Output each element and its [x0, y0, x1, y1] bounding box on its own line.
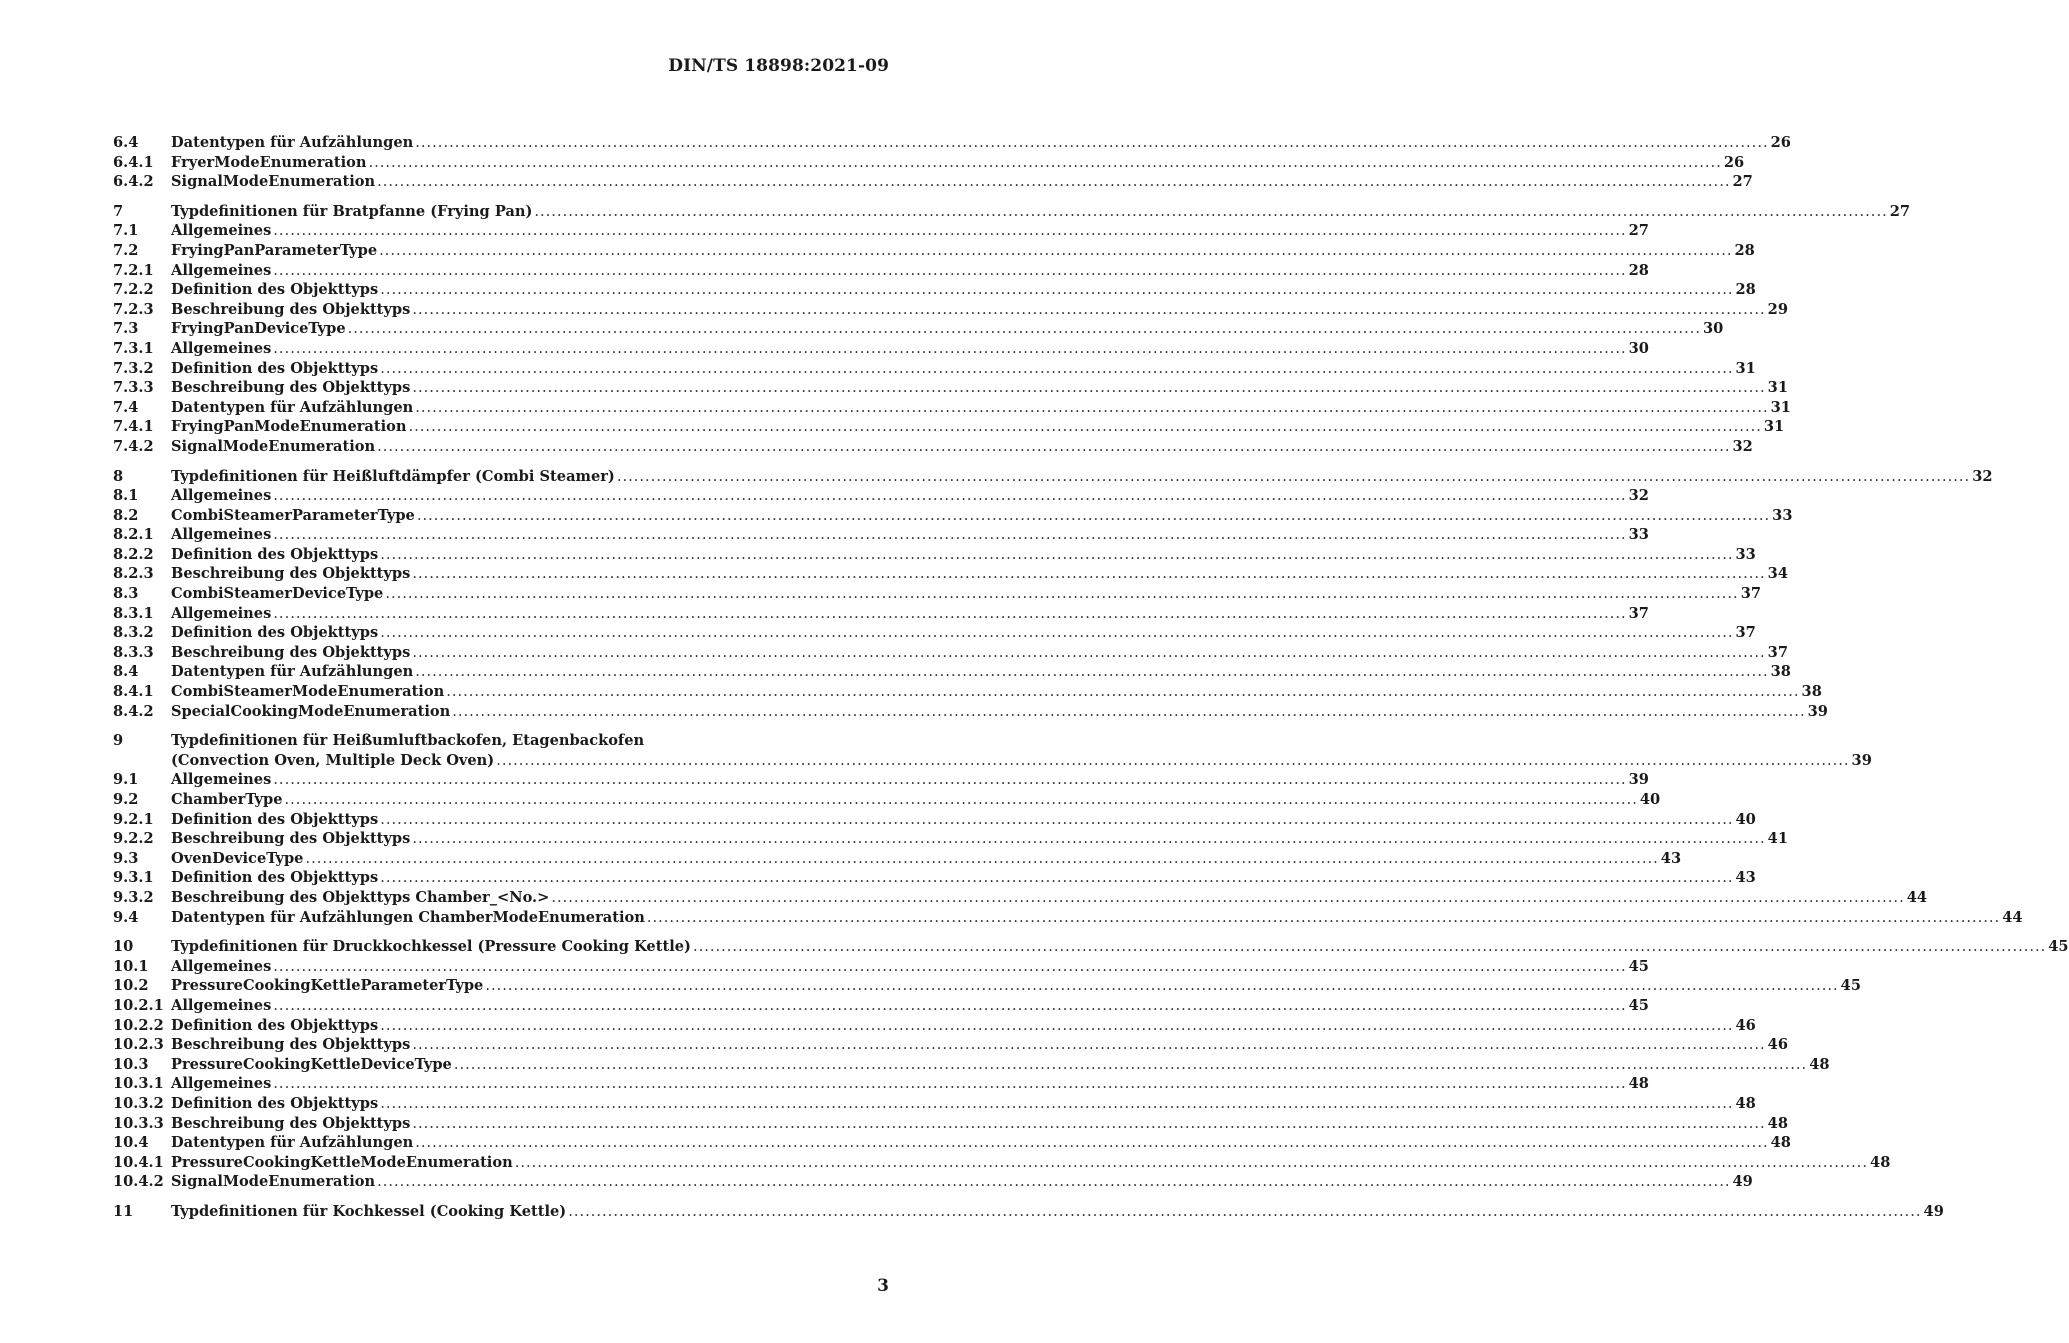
toc-entry[interactable]	[113, 957, 1649, 977]
toc-entry-number: 6.4.2	[113, 173, 154, 191]
toc-entry[interactable]	[113, 525, 1649, 545]
toc-leader-dots	[377, 1172, 1730, 1192]
toc-leader-dots	[409, 417, 1762, 437]
toc-entry-page: 33	[1628, 526, 1649, 544]
toc-entry-page: 38	[1770, 663, 1791, 681]
toc-leader-dots	[415, 662, 1768, 682]
toc-entry-page: 32	[1628, 487, 1649, 505]
toc-entry-page: 34	[1767, 565, 1788, 583]
toc-entry-title: Allgemeines	[171, 957, 272, 975]
toc-entry[interactable]	[113, 702, 1828, 722]
toc-group	[113, 731, 2023, 927]
toc-entry[interactable]	[113, 133, 1791, 153]
toc-entry-title: Datentypen für Aufzählungen	[171, 398, 414, 416]
toc-entry[interactable]	[113, 584, 1761, 604]
toc-entry-number: 9	[113, 732, 124, 750]
toc-entry[interactable]	[113, 319, 1724, 339]
toc-entry-title: Typdefinitionen für Kochkessel (Cooking Kettle)	[171, 1202, 567, 1220]
toc-entry[interactable]	[113, 1114, 1788, 1134]
toc-entry-number: 9.3.1	[113, 869, 154, 887]
toc-entry-page: 38	[1801, 683, 1822, 701]
toc-leader-dots	[415, 1133, 1768, 1153]
toc-entry-page: 26	[1770, 134, 1791, 151]
toc-entry-page: 45	[1628, 957, 1649, 975]
toc-entry[interactable]	[113, 829, 1788, 849]
toc-leader-dots	[273, 221, 1626, 241]
toc-entry-number: 9.2	[113, 791, 139, 808]
toc-entry-page: 33	[1772, 506, 1793, 524]
toc-leader-dots	[348, 319, 1701, 339]
toc-leader-dots	[568, 1202, 1921, 1222]
toc-entry[interactable]	[113, 467, 1993, 487]
toc-entry-number: 7.2.2	[113, 281, 154, 299]
toc-entry-number: 9.2.2	[113, 830, 154, 848]
toc-entry-number: 10.3.1	[113, 1075, 164, 1093]
toc-entry-number: 7.2	[113, 241, 139, 259]
toc-entry-number: 7.4	[113, 398, 139, 416]
toc-leader-dots	[412, 300, 1765, 320]
toc-entry-page: 39	[1807, 702, 1828, 720]
toc-leader-dots	[273, 525, 1626, 545]
toc-entry-number: 8.2.1	[113, 526, 154, 544]
toc-entry[interactable]	[113, 623, 1756, 643]
toc-entry-number: 7.4.2	[113, 437, 154, 455]
toc-entry-title: CombiSteamerModeEnumeration	[171, 683, 445, 701]
toc-leader-dots	[379, 241, 1732, 261]
toc-leader-dots	[412, 564, 1765, 584]
toc-entry-number: 7.3.3	[113, 379, 154, 397]
toc-group	[113, 467, 1993, 722]
toc-entry[interactable]	[113, 1133, 1791, 1153]
toc-entry-title: PressureCookingKettleDeviceType	[171, 1055, 452, 1073]
toc-entry-page: 49	[1923, 1202, 1944, 1220]
toc-entry-title: SpecialCookingModeEnumeration	[171, 702, 451, 720]
toc-leader-dots	[515, 1153, 1868, 1173]
toc-entry-number: 9.3	[113, 849, 139, 867]
toc-entry[interactable]	[113, 731, 1872, 770]
toc-entry-page: 45	[1628, 996, 1649, 1014]
toc-entry-title: Beschreibung des Objekttyps	[171, 565, 411, 583]
document-id-header: DIN/TS 18898:2021-09	[668, 56, 889, 76]
toc-entry-number: 9.4	[113, 908, 139, 926]
toc-entry-number: 10.1	[113, 957, 149, 975]
toc-entry-title: FryingPanParameterType	[171, 241, 378, 259]
toc-leader-dots	[273, 486, 1626, 506]
toc-entry[interactable]	[113, 996, 1649, 1016]
toc-leader-dots	[412, 643, 1765, 663]
page-number: 3	[877, 1276, 889, 1296]
toc-entry-number: 6.4	[113, 134, 139, 151]
toc-entry-page: 31	[1770, 398, 1791, 416]
toc-entry-title: Typdefinitionen für Druckkochkessel (Pressure Cooking Kettle)	[171, 938, 691, 956]
toc-entry-page: 30	[1628, 339, 1649, 357]
toc-entry-title: Definition des Objekttyps	[171, 624, 379, 642]
toc-entry-title: Allgemeines	[171, 996, 272, 1014]
toc-entry[interactable]	[113, 937, 2069, 957]
toc-entry-page: 30	[1702, 320, 1724, 338]
toc-entry-number: 10.3	[113, 1055, 149, 1073]
toc-leader-dots	[412, 1114, 1765, 1134]
toc-entry-number: 11	[113, 1202, 134, 1220]
toc-entry-page: 46	[1735, 1016, 1756, 1034]
toc-entry[interactable]	[113, 300, 1788, 320]
toc-group	[113, 133, 1791, 192]
toc-entry-title: Beschreibung des Objekttyps	[171, 1036, 411, 1054]
toc-entry-number: 10.2	[113, 977, 149, 995]
toc-leader-dots	[412, 378, 1765, 398]
toc-entry-page: 43	[1735, 869, 1756, 887]
toc-entry-title: CombiSteamerParameterType	[171, 506, 415, 524]
toc-entry[interactable]	[113, 261, 1649, 281]
toc-entry-page: 28	[1734, 241, 1755, 259]
toc-entry-number: 7	[113, 202, 124, 220]
toc-entry-title: Allgemeines	[171, 487, 272, 505]
toc-leader-dots	[273, 339, 1626, 359]
toc-entry-title: Allgemeines	[171, 604, 272, 622]
toc-leader-dots	[454, 1055, 1807, 1075]
toc-entry-page: 32	[1972, 467, 1993, 485]
toc-leader-dots	[446, 682, 1799, 702]
toc-entry[interactable]	[113, 339, 1649, 359]
toc-leader-dots	[647, 908, 2000, 928]
toc-leader-dots	[305, 849, 1658, 869]
toc-entry-title-continued: (Convection Oven, Multiple Deck Oven)	[171, 751, 495, 769]
toc-entry-page: 46	[1767, 1036, 1788, 1054]
toc-entry[interactable]	[113, 604, 1649, 624]
toc-entry-number: 7.3	[113, 320, 139, 338]
toc-entry-page: 39	[1628, 771, 1649, 789]
toc-leader-dots	[380, 623, 1733, 643]
toc-leader-dots	[368, 153, 1721, 173]
toc-leader-dots	[380, 359, 1733, 379]
toc-entry-page: 43	[1660, 849, 1682, 867]
toc-entry-number: 9.2.1	[113, 810, 154, 828]
toc-entry-title: Definition des Objekttyps	[171, 1016, 379, 1034]
toc-entry-title: Beschreibung des Objekttyps	[171, 830, 411, 848]
toc-entry[interactable]	[113, 153, 1745, 173]
toc-leader-dots	[273, 770, 1626, 790]
toc-entry[interactable]	[113, 770, 1649, 790]
toc-entry-number: 10.3.3	[113, 1114, 164, 1132]
toc-entry-number: 10	[113, 938, 134, 956]
toc-entry-page: 26	[1723, 153, 1745, 171]
toc-entry-page: 48	[1870, 1153, 1891, 1171]
toc-entry-title: SignalModeEnumeration	[171, 173, 376, 191]
toc-group	[113, 1202, 1944, 1222]
toc-entry-title: ChamberType	[171, 791, 283, 808]
toc-entry-page: 33	[1735, 545, 1756, 563]
toc-entry-title: Allgemeines	[171, 339, 272, 357]
toc-entry-title: SignalModeEnumeration	[171, 437, 376, 455]
toc-entry-number: 7.3.1	[113, 339, 154, 357]
toc-entry-page: 31	[1763, 418, 1785, 436]
toc-entry[interactable]	[113, 378, 1788, 398]
toc-entry-page: 27	[1732, 173, 1753, 191]
toc-entry-title: Allgemeines	[171, 222, 272, 240]
toc-entry[interactable]	[113, 849, 1682, 869]
toc-entry-title: Definition des Objekttyps	[171, 545, 379, 563]
toc-entry-number: 10.2.3	[113, 1036, 164, 1054]
toc-entry-page: 40	[1735, 810, 1756, 828]
toc-leader-dots	[273, 604, 1626, 624]
toc-entry-title: Definition des Objekttyps	[171, 810, 379, 828]
toc-entry-title: Definition des Objekttyps	[171, 1094, 379, 1112]
toc-entry[interactable]	[113, 1016, 1756, 1036]
toc-entry-number: 8	[113, 467, 124, 485]
toc-entry-title: Allgemeines	[171, 771, 272, 789]
toc-leader-dots	[412, 829, 1765, 849]
toc-entry-page: 44	[1906, 888, 1928, 906]
toc-entry-page: 37	[1740, 585, 1761, 603]
toc-entry-number: 8.2	[113, 506, 139, 524]
toc-entry[interactable]	[113, 643, 1788, 663]
toc-entry[interactable]	[113, 976, 1861, 996]
toc-entry-title: Datentypen für Aufzählungen ChamberModeEnumeration	[171, 908, 645, 926]
toc-entry-page: 28	[1735, 281, 1756, 299]
toc-entry-number: 8.1	[113, 487, 139, 505]
toc-leader-dots	[452, 702, 1805, 722]
toc-entry-number: 10.4.2	[113, 1173, 164, 1191]
toc-entry[interactable]	[113, 888, 1928, 908]
toc-entry-number: 10.4	[113, 1134, 149, 1152]
toc-entry-number: 7.2.1	[113, 261, 154, 279]
toc-entry[interactable]	[113, 545, 1756, 565]
toc-entry-page: 28	[1628, 261, 1649, 279]
toc-entry-title: Allgemeines	[171, 261, 272, 279]
table-of-contents	[113, 133, 2069, 1231]
toc-leader-dots	[534, 202, 1887, 222]
toc-entry[interactable]	[113, 1055, 1830, 1075]
toc-entry-page: 45	[1840, 977, 1861, 995]
toc-entry-page: 44	[2002, 908, 2023, 926]
toc-entry-title: Allgemeines	[171, 526, 272, 544]
toc-entry-title: SignalModeEnumeration	[171, 1173, 376, 1191]
toc-entry-title: PressureCookingKettleModeEnumeration	[171, 1153, 513, 1171]
toc-leader-dots	[380, 1094, 1733, 1114]
toc-leader-dots	[380, 868, 1733, 888]
toc-entry-number: 7.4.1	[113, 418, 154, 436]
toc-leader-dots	[380, 280, 1733, 300]
toc-entry[interactable]	[113, 564, 1788, 584]
toc-entry[interactable]	[113, 221, 1649, 241]
toc-entry-page: 45	[2048, 938, 2069, 956]
toc-entry-number: 8.4	[113, 663, 139, 681]
toc-entry-page: 27	[1628, 222, 1649, 240]
toc-leader-dots	[693, 937, 2046, 957]
toc-entry[interactable]	[113, 486, 1649, 506]
toc-entry-page: 37	[1628, 604, 1649, 622]
toc-entry-number: 8.3.2	[113, 624, 154, 642]
toc-entry-title: Datentypen für Aufzählungen	[171, 663, 414, 681]
toc-entry-title: Typdefinitionen für Bratpfanne (Frying Pan)	[171, 202, 533, 220]
toc-entry-title: PressureCookingKettleParameterType	[171, 977, 484, 995]
toc-entry-number: 9.3.2	[113, 888, 154, 906]
toc-group	[113, 937, 2069, 1192]
toc-entry-number: 8.2.2	[113, 545, 154, 563]
toc-leader-dots	[273, 957, 1626, 977]
toc-entry-number: 10.2.1	[113, 996, 164, 1014]
toc-entry[interactable]	[113, 398, 1791, 418]
toc-entry-number: 8.4.2	[113, 702, 154, 720]
toc-entry[interactable]	[113, 1172, 1753, 1192]
toc-entry[interactable]	[113, 662, 1791, 682]
toc-leader-dots	[285, 790, 1638, 810]
toc-entry[interactable]	[113, 810, 1756, 830]
toc-entry-page: 37	[1735, 624, 1756, 642]
toc-entry-title: Datentypen für Aufzählungen	[171, 134, 414, 151]
toc-entry-number: 8.3.1	[113, 604, 154, 622]
toc-entry-title: Beschreibung des Objekttyps	[171, 300, 411, 318]
toc-entry-number: 10.3.2	[113, 1094, 164, 1112]
toc-entry[interactable]	[113, 172, 1753, 192]
toc-entry-number: 9.1	[113, 771, 139, 789]
toc-entry[interactable]	[113, 241, 1755, 261]
toc-entry-page: 49	[1732, 1173, 1753, 1191]
toc-group	[113, 202, 1911, 457]
toc-entry-page: 31	[1767, 379, 1788, 397]
toc-entry-number: 8.3	[113, 585, 139, 603]
toc-entry[interactable]	[113, 1153, 1891, 1173]
toc-leader-dots	[417, 506, 1770, 526]
toc-entry-title: Beschreibung des Objekttyps	[171, 1114, 411, 1132]
toc-entry-number: 6.4.1	[113, 153, 154, 171]
toc-leader-dots	[385, 584, 1738, 604]
toc-entry-page: 39	[1851, 751, 1872, 769]
toc-entry-number: 10.4.1	[113, 1153, 164, 1171]
toc-leader-dots	[496, 751, 1849, 771]
toc-entry-page: 27	[1889, 202, 1911, 220]
toc-entry-page: 48	[1809, 1055, 1830, 1073]
toc-leader-dots	[380, 810, 1733, 830]
toc-entry-title: CombiSteamerDeviceType	[171, 585, 384, 603]
toc-entry-title: Typdefinitionen für Heißluftdämpfer (Combi Steamer)	[171, 467, 615, 485]
toc-entry-page: 32	[1732, 437, 1753, 455]
toc-entry-title: Beschreibung des Objekttyps	[171, 643, 411, 661]
toc-entry-number: 7.2.3	[113, 300, 154, 318]
toc-leader-dots	[377, 172, 1730, 192]
toc-entry-title: Definition des Objekttyps	[171, 281, 379, 299]
toc-entry-title: FryingPanModeEnumeration	[171, 418, 407, 436]
toc-entry[interactable]	[113, 417, 1785, 437]
toc-entry-title: Typdefinitionen für Heißumluftbackofen, Etagenbackofen	[171, 732, 645, 750]
toc-entry-number: 8.4.1	[113, 683, 154, 701]
toc-entry-title: Datentypen für Aufzählungen	[171, 1134, 414, 1152]
toc-entry-number: 7.3.2	[113, 359, 154, 377]
toc-entry-page: 41	[1767, 830, 1788, 848]
toc-entry[interactable]	[113, 868, 1756, 888]
toc-entry-page: 48	[1770, 1134, 1791, 1152]
toc-entry-number: 8.3.3	[113, 643, 154, 661]
toc-entry[interactable]	[113, 1035, 1788, 1055]
toc-leader-dots	[377, 437, 1730, 457]
toc-entry[interactable]	[113, 437, 1753, 457]
toc-leader-dots	[485, 976, 1838, 996]
toc-entry-title: FryerModeEnumeration	[171, 153, 367, 171]
toc-entry[interactable]	[113, 1202, 1944, 1222]
toc-entry-page: 48	[1628, 1075, 1649, 1093]
toc-entry-page: 40	[1639, 791, 1661, 808]
toc-entry-page: 31	[1735, 359, 1756, 377]
toc-entry-page: 48	[1735, 1094, 1756, 1112]
toc-entry-page: 29	[1767, 300, 1788, 318]
toc-entry-page: 48	[1767, 1114, 1788, 1132]
toc-leader-dots	[380, 545, 1733, 565]
toc-entry[interactable]	[113, 506, 1793, 526]
toc-leader-dots	[551, 888, 1904, 908]
toc-entry[interactable]	[113, 202, 1911, 222]
toc-entry-title: Definition des Objekttyps	[171, 359, 379, 377]
toc-entry[interactable]	[113, 280, 1756, 300]
toc-leader-dots	[273, 996, 1626, 1016]
toc-entry-number: 8.2.3	[113, 565, 154, 583]
toc-entry[interactable]	[113, 1094, 1756, 1114]
toc-entry-title: FryingPanDeviceType	[171, 320, 346, 338]
toc-leader-dots	[380, 1016, 1733, 1036]
toc-entry[interactable]	[113, 1074, 1649, 1094]
toc-entry-title: Beschreibung des Objekttyps	[171, 379, 411, 397]
toc-leader-dots	[415, 133, 1768, 153]
toc-leader-dots	[617, 467, 1970, 487]
toc-entry-page: 37	[1767, 643, 1788, 661]
toc-entry-number: 10.2.2	[113, 1016, 164, 1034]
toc-entry-title: Allgemeines	[171, 1075, 272, 1093]
toc-entry[interactable]	[113, 682, 1822, 702]
toc-leader-dots	[273, 261, 1626, 281]
toc-entry-number: 7.1	[113, 222, 139, 240]
toc-leader-dots	[273, 1074, 1626, 1094]
toc-entry-title: OvenDeviceType	[171, 849, 304, 867]
toc-entry[interactable]	[113, 359, 1756, 379]
toc-entry[interactable]	[113, 908, 2023, 928]
toc-entry-title: Definition des Objekttyps	[171, 869, 379, 887]
toc-leader-dots	[412, 1035, 1765, 1055]
toc-entry[interactable]	[113, 790, 1661, 810]
toc-entry-title: Beschreibung des Objekttyps Chamber_<No.>	[171, 888, 550, 906]
toc-leader-dots	[415, 398, 1768, 418]
